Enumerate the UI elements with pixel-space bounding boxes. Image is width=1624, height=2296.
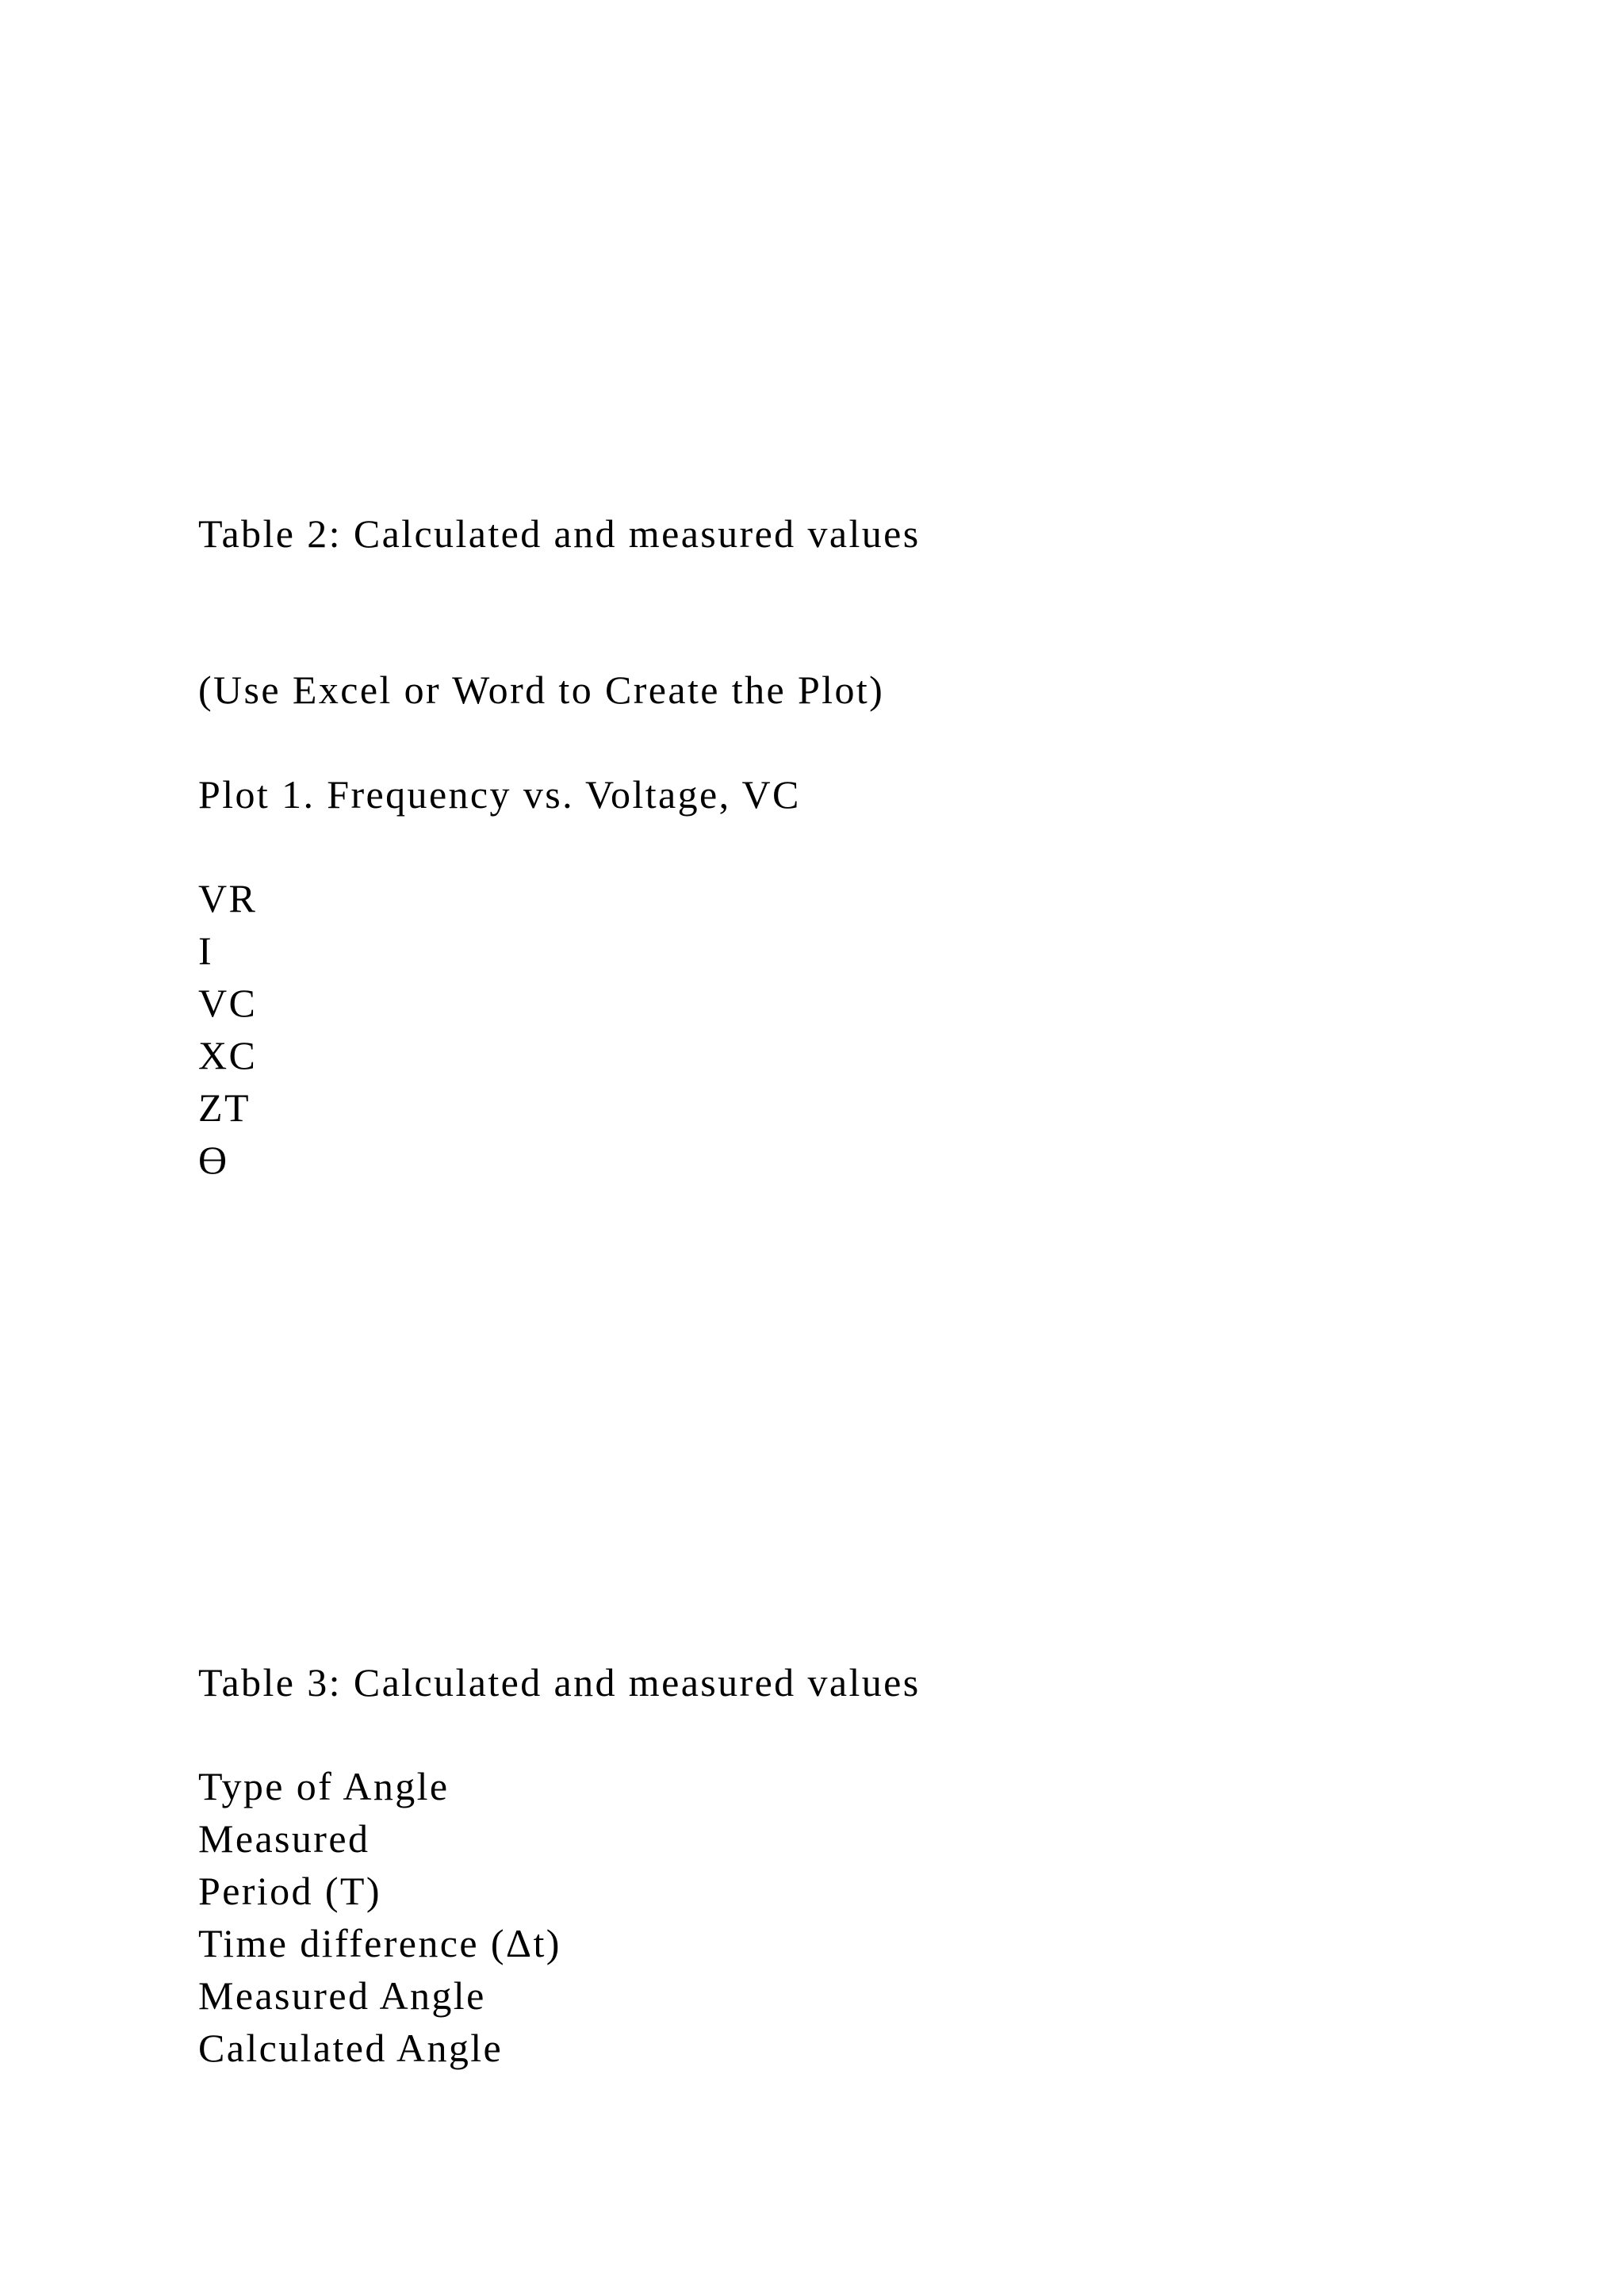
- table-3-row-label: Measured Angle: [198, 1973, 486, 2018]
- plot-1-title: Plot 1. Frequency vs. Voltage, VC: [198, 772, 801, 817]
- table-2-caption: Table 2: Calculated and measured values: [198, 511, 921, 556]
- table-2-row-label: VR: [198, 876, 258, 920]
- table-3-caption: Table 3: Calculated and measured values: [198, 1660, 921, 1705]
- table-2-row-labels: [198, 872, 257, 1186]
- table-2-row-label: ZT: [198, 1085, 251, 1130]
- table-2-row-label: VC: [198, 981, 258, 1025]
- table-3-row-label: Period (T): [198, 1869, 381, 1913]
- table-3-row-label: Type of Angle: [198, 1764, 450, 1808]
- table-2-row-label: Ɵ: [198, 1138, 229, 1182]
- table-3-row-label: Calculated Angle: [198, 2026, 504, 2070]
- table-3-row-label: Time difference (Δt): [198, 1921, 561, 1965]
- table-3-row-label: Measured: [198, 1816, 370, 1861]
- table-2-row-label: XC: [198, 1033, 258, 1077]
- plot-instruction: (Use Excel or Word to Create the Plot): [198, 668, 885, 712]
- table-3-row-labels: [198, 1760, 561, 2074]
- table-2-row-label: I: [198, 928, 214, 973]
